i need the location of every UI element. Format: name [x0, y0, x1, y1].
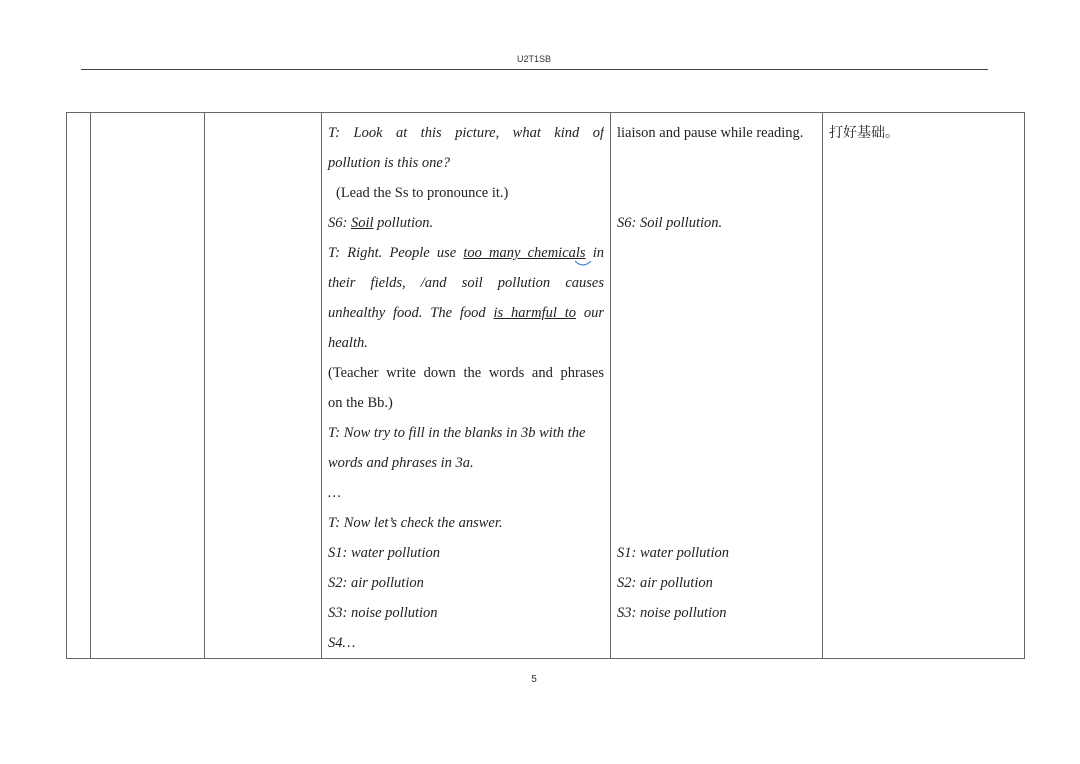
line-part: in: [585, 245, 604, 261]
dialogue-line: …: [328, 485, 341, 501]
line-part: our: [576, 305, 604, 321]
dialogue-line: words and phrases in 3a.: [328, 455, 474, 471]
dialogue-line: on the Bb.): [328, 395, 393, 411]
dialogue-line: T: Now try to fill in the blanks in 3b with the: [328, 425, 586, 441]
table-row: [67, 113, 1025, 659]
line-part: T: Right. People use: [328, 245, 464, 261]
response-line: S1: water pollution: [617, 545, 729, 561]
line-part: S6:: [328, 215, 351, 231]
dialogue-line: [328, 238, 604, 268]
underlined-word: Soil: [350, 215, 374, 231]
dialogue-line: pollution is this one?: [328, 155, 451, 171]
teacher-student-dialogue-cell: [322, 113, 611, 659]
underlined-phrase: is harmful to: [493, 305, 576, 321]
line-part: pollution.: [373, 215, 434, 231]
liaison-arc-icon: [574, 260, 592, 268]
page-header: U2T1SB: [516, 54, 551, 64]
underlined-phrase: too many chemicals: [463, 245, 586, 261]
cell-empty-2: [91, 113, 205, 659]
header-rule: [81, 69, 988, 70]
response-line: liaison and pause while reading.: [617, 125, 804, 141]
dialogue-line: T: Now let’s check the answer.: [328, 515, 503, 531]
dialogue-line: (Teacher write down the words and phrases: [328, 365, 604, 381]
line-part: unhealthy food. The food: [328, 305, 494, 321]
purpose-cell: [823, 113, 1025, 659]
response-line: S6: Soil pollution.: [617, 215, 723, 231]
dialogue-line: S4…: [328, 635, 356, 651]
response-line: S3: noise pollution: [617, 605, 727, 621]
page-number: 5: [531, 674, 537, 685]
purpose-text: 打好基础。: [829, 125, 899, 141]
dialogue-line: [328, 208, 604, 238]
student-response-cell: [611, 113, 823, 659]
dialogue-line: health.: [328, 335, 368, 351]
dialogue-line: their fields, /and soil pollution causes: [328, 275, 604, 291]
lesson-table: [66, 112, 1025, 659]
dialogue-line: S3: noise pollution: [328, 605, 438, 621]
dialogue-line: S1: water pollution: [328, 545, 440, 561]
cell-empty-1: [67, 113, 91, 659]
response-line: S2: air pollution: [617, 575, 713, 591]
dialogue-line: S2: air pollution: [328, 575, 424, 591]
dialogue-line: T: Look at this picture, what kind of: [328, 125, 604, 141]
cell-empty-3: [205, 113, 322, 659]
dialogue-line: (Lead the Ss to pronounce it.): [336, 185, 509, 201]
dialogue-line: [328, 298, 604, 328]
